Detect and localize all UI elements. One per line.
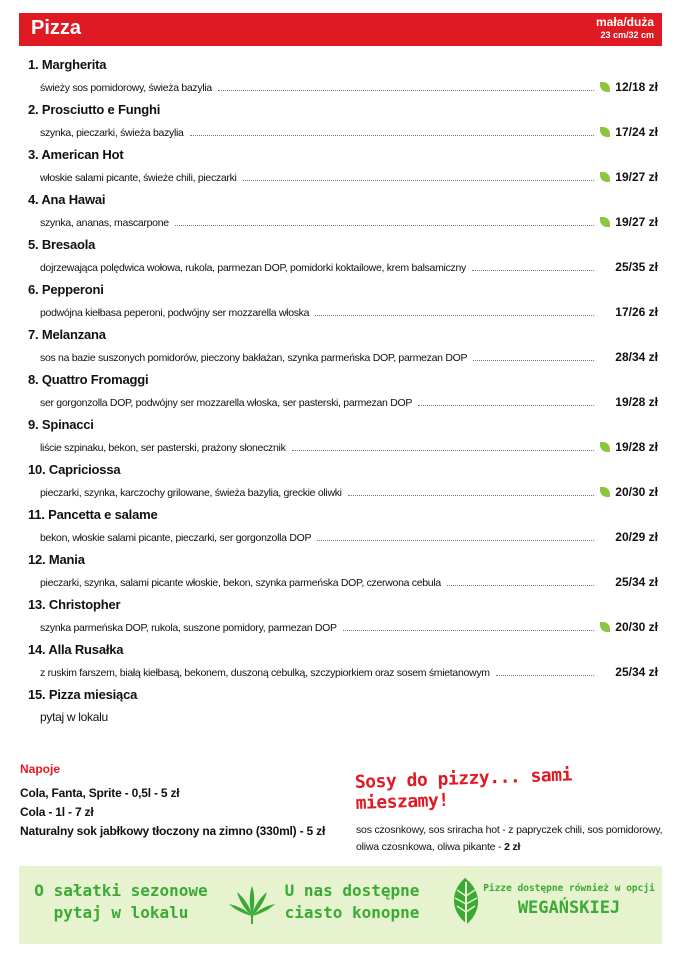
pizza-description: bekon, włoskie salami picante, pieczarki, ser gorgonzolla DOP [40, 532, 312, 544]
pizza-row [40, 438, 658, 454]
pizza-description: szynka parmeńska DOP, rukola, suszone pomidory, parmezan DOP [40, 622, 337, 634]
vegan-leaf-icon [600, 487, 610, 497]
dot-leader [243, 180, 594, 181]
menu-item [28, 414, 658, 459]
dot-leader [418, 405, 594, 406]
hemp-dough-note [277, 880, 427, 924]
dot-leader [473, 360, 594, 361]
pizza-row [40, 483, 658, 499]
pizza-description: pieczarki, szynka, karczochy grilowane, świeża bazylia, greckie oliwki [40, 487, 342, 499]
dot-leader [496, 675, 594, 676]
pizza-description: z ruskim farszem, białą kiełbasą, bekonem, duszoną cebulką, szczypiorkiem oraz sosem śmietanowym [40, 667, 490, 679]
pizza-row [40, 78, 658, 94]
pizza-row [40, 213, 658, 229]
cannabis-leaf-icon [229, 886, 275, 924]
pizza-price: 25/34 zł [615, 665, 658, 679]
pizza-row [40, 123, 658, 139]
menu-item [28, 189, 658, 234]
pizza-price: 12/18 zł [615, 80, 658, 94]
pizza-price: 25/34 zł [615, 575, 658, 589]
dot-leader [343, 630, 594, 631]
pizza-name: 4. Ana Hawai [28, 192, 106, 207]
pizza-name: 13. Christopher [28, 597, 121, 612]
sauces-price: 2 zł [504, 841, 521, 853]
size-legend [596, 16, 654, 41]
pizza-price: 19/28 zł [615, 395, 658, 409]
pizza-description: ser gorgonzolla DOP, podwójny ser mozzarella włoska, ser pasterski, parmezan DOP [40, 397, 413, 409]
dot-leader [315, 315, 594, 316]
pizza-name: 9. Spinacci [28, 417, 94, 432]
pizza-row [40, 708, 658, 724]
dot-leader [292, 450, 594, 451]
pizza-name: 11. Pancetta e salame [28, 507, 158, 522]
pizza-description: sos na bazie suszonych pomidorów, pieczony bakłażan, szynka parmeńska DOP, parmezan DOP [40, 352, 468, 364]
info-banner [19, 866, 662, 944]
pizza-description: włoskie salami picante, świeże chili, pieczarki [40, 172, 237, 184]
section-header [19, 13, 662, 46]
dot-leader [447, 585, 594, 586]
pizza-description: liście szpinaku, bekon, ser pasterski, prażony słonecznik [40, 442, 286, 454]
pizza-name: 3. American Hot [28, 147, 124, 162]
pizza-price: 17/24 zł [615, 125, 658, 139]
pizza-price: 19/28 zł [615, 440, 658, 454]
vegan-leaf-icon [600, 172, 610, 182]
pizza-name: 7. Melanzana [28, 327, 106, 342]
pizza-row [40, 663, 658, 679]
menu-item [28, 369, 658, 414]
size-cm: 23 cm/32 cm [600, 30, 654, 40]
pizza-name: 15. Pizza miesiąca [28, 687, 138, 702]
pizza-name: 1. Margherita [28, 57, 107, 72]
pizza-row [40, 258, 658, 274]
pizza-row [40, 528, 658, 544]
pizza-price: 20/30 zł [615, 620, 658, 634]
menu-item [28, 99, 658, 144]
vegan-leaf-icon [600, 622, 610, 632]
vegan-leaf-icon [447, 876, 483, 934]
sauces-section [354, 764, 666, 856]
drink-line: Naturalny sok jabłkowy tłoczony na zimno (330ml) - 5 zł [20, 824, 326, 838]
sauces-line-2-text: oliwa czosnkowa, oliwa pikante - [356, 841, 505, 853]
salads-line-2: pytaj w lokalu [53, 903, 189, 922]
pizza-description: świeży sos pomidorowy, świeża bazylia [40, 82, 212, 94]
drinks-title: Napoje [20, 762, 61, 776]
vegan-line-2: WEGAŃSKIEJ [517, 898, 621, 918]
pizza-description: szynka, ananas, mascarpone [40, 217, 169, 229]
sauces-title: Sosy do pizzy... sami mieszamy! [354, 764, 573, 814]
hemp-line-2: ciasto konopne [284, 903, 420, 922]
menu-item [28, 549, 658, 594]
menu-item [28, 594, 658, 639]
menu-item [28, 639, 658, 684]
pizza-description: pytaj w lokalu [40, 710, 108, 724]
vegan-leaf-icon [600, 217, 610, 227]
pizza-price: 25/35 zł [615, 260, 658, 274]
menu-item [28, 459, 658, 504]
pizza-price: 17/26 zł [615, 305, 658, 319]
pizza-name: 6. Pepperoni [28, 282, 104, 297]
salads-line-1: O sałatki sezonowe [34, 881, 208, 900]
dot-leader [218, 90, 594, 91]
vegan-leaf-icon [600, 442, 610, 452]
pizza-name: 14. Alla Rusałka [28, 642, 124, 657]
pizza-name: 12. Mania [28, 552, 85, 567]
pizza-row [40, 168, 658, 184]
menu-item-special [28, 684, 658, 729]
pizza-price: 19/27 zł [615, 170, 658, 184]
pizza-row [40, 573, 658, 589]
pizza-row [40, 303, 658, 319]
pizza-description: podwójna kiełbasa peperoni, podwójny ser mozzarella włoska [40, 307, 310, 319]
pizza-description: pieczarki, szynka, salami picante włoskie, bekon, szynka parmeńska DOP, czerwona cebula [40, 577, 441, 589]
dot-leader [317, 540, 594, 541]
section-title: Pizza [31, 17, 82, 39]
pizza-name: 5. Bresaola [28, 237, 96, 252]
dot-leader [175, 225, 594, 226]
pizza-list [28, 54, 658, 729]
salads-note [31, 880, 211, 924]
vegan-note [479, 882, 659, 920]
dot-leader [348, 495, 594, 496]
menu-item [28, 234, 658, 279]
sauces-line-1: sos czosnkowy, sos sriracha hot - z papryczek chili, sos pomidorowy, [356, 824, 663, 836]
pizza-description: dojrzewająca polędwica wołowa, rukola, parmezan DOP, pomidorki koktailowe, krem balsamiczny [40, 262, 466, 274]
vegan-line-1: Pizze dostępne również w opcji [483, 883, 655, 894]
sauces-line-2 [356, 839, 666, 856]
dot-leader [472, 270, 594, 271]
size-label: mała/duża [595, 15, 654, 29]
menu-item [28, 279, 658, 324]
pizza-price: 28/34 zł [615, 350, 658, 364]
menu-item [28, 504, 658, 549]
menu-item [28, 144, 658, 189]
pizza-price: 20/30 zł [615, 485, 658, 499]
pizza-name: 8. Quattro Fromaggi [28, 372, 149, 387]
pizza-description: szynka, pieczarki, świeża bazylia [40, 127, 184, 139]
pizza-price: 19/27 zł [615, 215, 658, 229]
pizza-name: 2. Prosciutto e Funghi [28, 102, 161, 117]
menu-item [28, 324, 658, 369]
menu-item [28, 54, 658, 99]
drinks-section [20, 762, 325, 841]
vegan-leaf-icon [600, 127, 610, 137]
pizza-row [40, 393, 658, 409]
drink-line: Cola - 1l - 7 zł [20, 805, 94, 819]
pizza-row [40, 348, 658, 364]
pizza-row [40, 618, 658, 634]
pizza-name: 10. Capriciossa [28, 462, 121, 477]
dot-leader [190, 135, 594, 136]
pizza-price: 20/29 zł [615, 530, 658, 544]
drink-line: Cola, Fanta, Sprite - 0,5l - 5 zł [20, 786, 180, 800]
hemp-line-1: U nas dostępne [284, 881, 420, 900]
vegan-leaf-icon [600, 82, 610, 92]
